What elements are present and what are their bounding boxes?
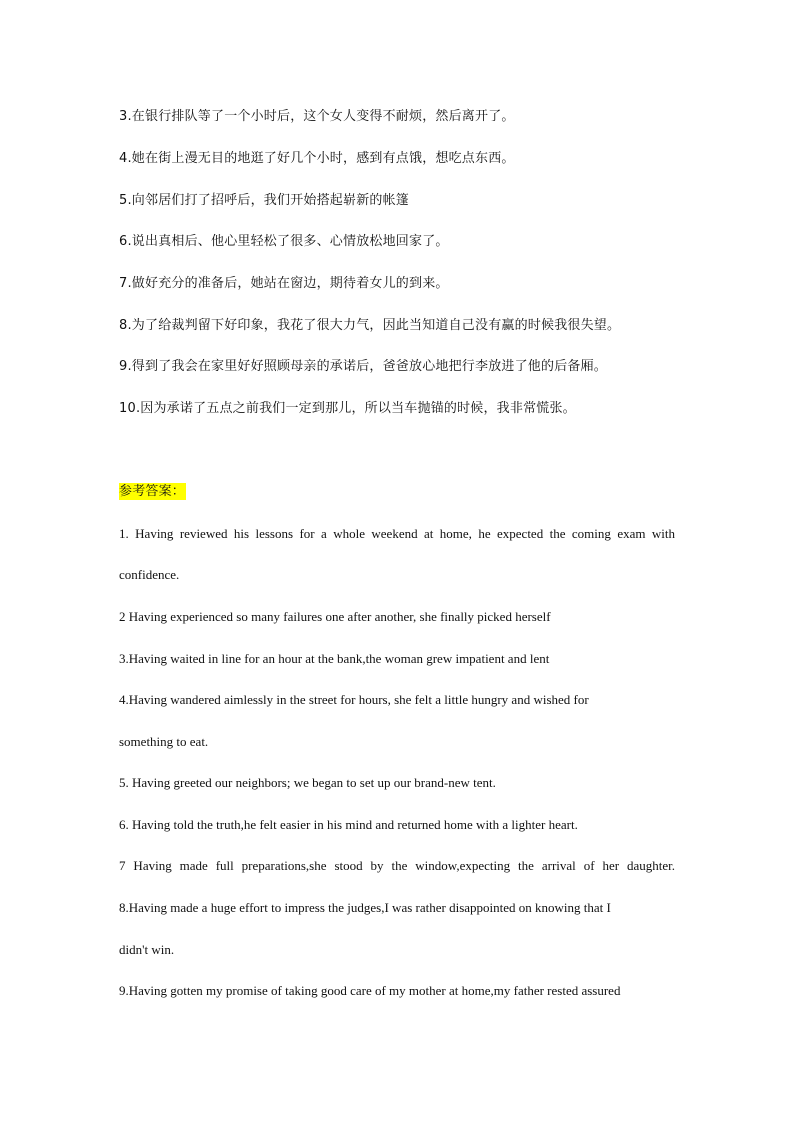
- answers-heading-text: 参考答案：: [119, 484, 186, 499]
- answer-9: 9.Having gotten my promise of taking good care of my mother at home,my father rested assured: [119, 983, 621, 998]
- question-10: 10.因为承诺了五点之前我们一定到那儿，所以当车抛锚的时候，我非常慌张。: [119, 401, 576, 416]
- answer-6: 6. Having told the truth,he felt easier in his mind and returned home with a lighter heart.: [119, 817, 578, 832]
- answers-heading: [119, 484, 186, 500]
- question-4: 4.她在街上漫无目的地逛了好几个小时，感到有点饿，想吃点东西。: [119, 151, 515, 166]
- answer-8-continued: didn't win.: [119, 942, 175, 957]
- answer-7: 7 Having made full preparations,she stood by the window,expecting the arrival of her daughter.: [119, 858, 675, 873]
- answer-4: 4.Having wandered aimlessly in the street for hours, she felt a little hungry and wished for: [119, 692, 589, 707]
- answer-2: 2 Having experienced so many failures one after another, she finally picked herself: [119, 609, 551, 624]
- question-3: 3.在银行排队等了一个小时后，这个女人变得不耐烦，然后离开了。: [119, 109, 515, 124]
- question-9: 9.得到了我会在家里好好照顾母亲的承诺后，爸爸放心地把行李放进了他的后备厢。: [119, 359, 608, 374]
- answer-8: 8.Having made a huge effort to impress the judges,I was rather disappointed on knowing that I: [119, 900, 611, 915]
- question-8: 8.为了给裁判留下好印象，我花了很大力气，因此当知道自己没有赢的时候我很失望。: [119, 318, 621, 333]
- question-7: 7.做好充分的准备后，她站在窗边，期待着女儿的到来。: [119, 276, 449, 291]
- answer-1-continued: confidence.: [119, 567, 180, 582]
- answer-3: 3.Having waited in line for an hour at the bank,the woman grew impatient and lent: [119, 651, 550, 666]
- answer-4-continued: something to eat.: [119, 734, 209, 749]
- answer-5: 5. Having greeted our neighbors; we began to set up our brand-new tent.: [119, 775, 496, 790]
- question-5: 5.向邻居们打了招呼后，我们开始搭起崭新的帐篷: [119, 193, 410, 208]
- answer-1: 1. Having reviewed his lessons for a whole weekend at home, he expected the coming exam with: [119, 526, 675, 541]
- question-6: 6.说出真相后、他心里轻松了很多、心情放松地回家了。: [119, 234, 449, 249]
